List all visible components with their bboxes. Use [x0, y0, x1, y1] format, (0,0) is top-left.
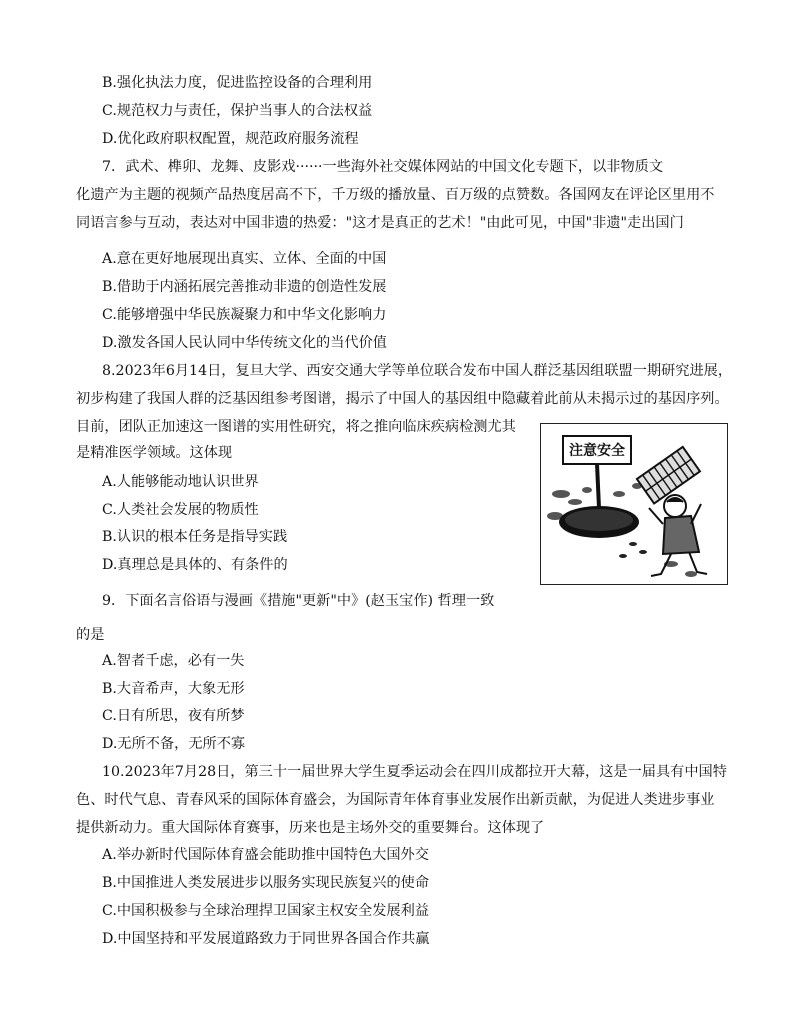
q8-option-c: C.人类社会发展的物质性: [102, 502, 259, 518]
q10-stem-line1: 10.2023年7月28日，第三十一届世界大学生夏季运动会在四川成都拉开大幕，这是一届具有中国特: [102, 764, 727, 780]
q9-option-c: C.日有所思，夜有所梦: [102, 708, 245, 724]
q8-option-a: A.人能够能动地认识世界: [102, 474, 259, 490]
q6-option-b: B.强化执法力度，促进监控设备的合理利用: [102, 75, 373, 91]
cartoon-illustration: [540, 423, 728, 585]
q7-stem-line3: 同语言参与互动，表达对中国非遗的热爱："这才是真正的艺术！"由此可见，中国"非遗"走出国门: [76, 215, 684, 231]
q8-stem-line2: 初步构建了我国人群的泛基因组参考图谱，揭示了中国人的基因组中隐藏着此前从未揭示过的基因序列。: [76, 391, 729, 407]
running-man: [649, 495, 707, 576]
q6-option-c: C.规范权力与责任，保护当事人的合法权益: [102, 103, 373, 119]
footprints: [619, 542, 647, 558]
q9-option-b: B.大音希声，大象无形: [102, 681, 245, 697]
q7-stem-line1: 7．武术、榫卯、龙舞、皮影戏······一些海外社交媒体网站的中国文化专题下，以非物质文: [102, 159, 664, 175]
q8-option-b: B.认识的根本任务是指导实践: [102, 529, 288, 545]
q7-option-d: D.激发各国人民认同中华传统文化的当代价值: [102, 335, 387, 351]
q10-option-a: A.举办新时代国际体育盛会能助推中国特色大国外交: [102, 847, 429, 863]
cartoon-icon: [541, 424, 727, 584]
q7-option-c: C.能够增强中华民族凝聚力和中华文化影响力: [102, 307, 387, 323]
q9-option-a: A.智者千虑，必有一失: [102, 653, 245, 669]
sign-text: 注意安全: [569, 443, 625, 459]
q9-stem-line1: 9．下面名言俗语与漫画《措施"更新"中》(赵玉宝作) 哲理一致: [102, 593, 495, 609]
sign-post: [597, 464, 599, 508]
q9-stem-line2: 的是: [76, 627, 105, 643]
q9-option-d: D.无所不备，无所不寡: [102, 736, 246, 752]
q10-stem-line2: 色、时代气息、青春风采的国际体育盛会，为国际青年体育事业发展作出新贡献，为促进人类进步事业: [76, 792, 715, 808]
q8-stem-line4: 是精准医学领域。这体现: [76, 445, 233, 461]
q7-option-b: B.借助于内涵拓展完善推动非遗的创造性发展: [102, 279, 387, 295]
q6-option-d: D.优化政府职权配置，规范政府服务流程: [102, 131, 359, 147]
q7-option-a: A.意在更好地展现出真实、立体、全面的中国: [102, 251, 387, 267]
q7-stem-line2: 化遗产为主题的视频产品热度居高不下，千万级的播放量、百万级的点赞数。各国网友在评论区里用不: [76, 187, 715, 203]
manhole-cover: [637, 447, 700, 504]
q8-stem-line3: 目前，团队正加速这一图谱的实用性研究，将之推向临床疾病检测尤其: [76, 419, 516, 435]
q8-stem-line1: 8.2023年6月14日，复旦大学、西安交通大学等单位联合发布中国人群泛基因组联盟一期研究进展，: [102, 363, 733, 379]
q10-option-c: C.中国积极参与全球治理捍卫国家主权安全发展利益: [102, 903, 429, 919]
q10-option-d: D.中国坚持和平发展道路致力于同世界各国合作共赢: [102, 931, 430, 947]
q10-stem-line3: 提供新动力。重大国际体育赛事，历来也是主场外交的重要舞台。这体现了: [76, 820, 545, 836]
q8-option-d: D.真理总是具体的、有条件的: [102, 557, 288, 573]
q10-option-b: B.中国推进人类发展进步以服务实现民族复兴的使命: [102, 875, 430, 891]
